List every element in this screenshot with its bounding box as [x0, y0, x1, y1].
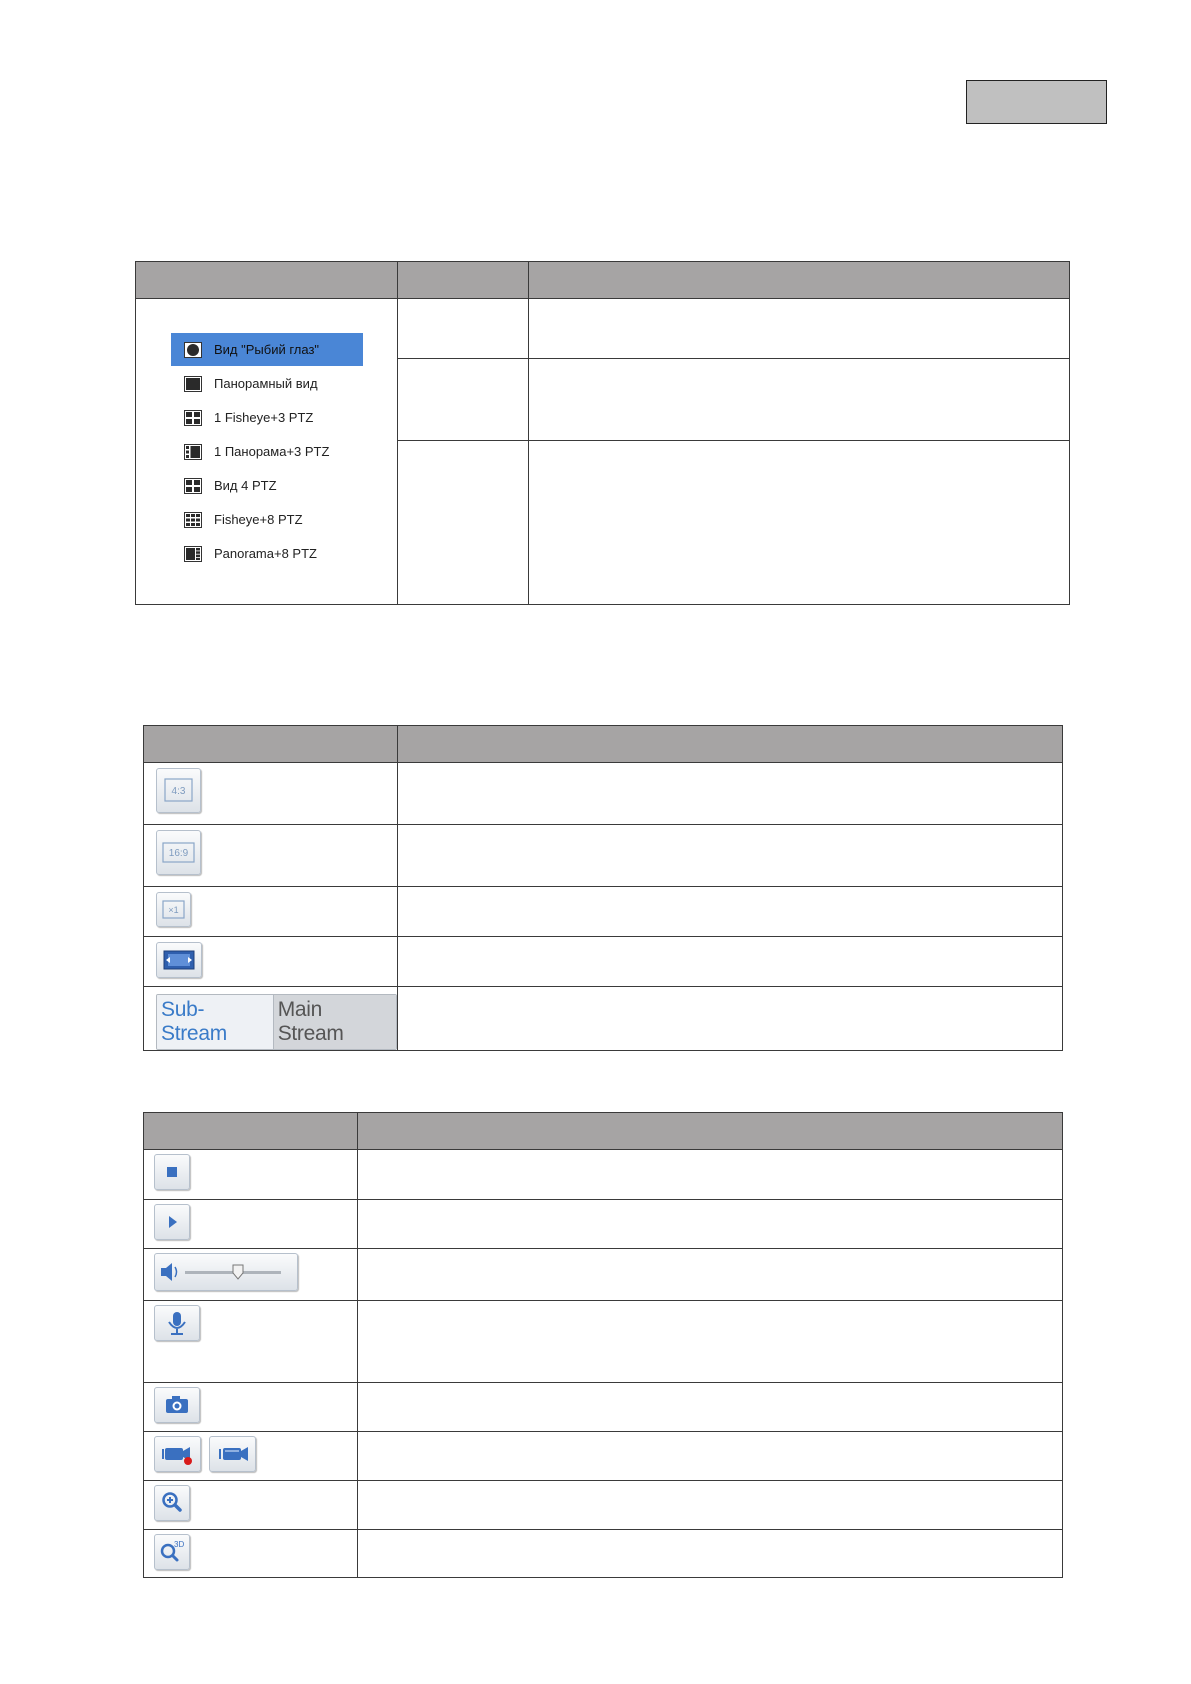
grid-1-3-icon [184, 410, 202, 426]
panorama-3-icon [184, 444, 202, 460]
microphone-button[interactable] [154, 1305, 200, 1341]
snapshot-button[interactable] [154, 1387, 200, 1423]
table-row [144, 1383, 1063, 1432]
controls-table [143, 1112, 1063, 1578]
table-cell [398, 763, 1063, 825]
table-cell [144, 1481, 358, 1530]
table-cell [358, 1200, 1063, 1249]
view-item-label: Панорамный вид [214, 376, 318, 391]
table-cell [144, 763, 398, 825]
table-cell [398, 441, 529, 605]
volume-control[interactable] [154, 1253, 298, 1291]
svg-text:3D: 3D [174, 1540, 185, 1549]
table-cell [529, 441, 1070, 605]
display-options-table [143, 725, 1063, 1051]
table-cell [144, 1200, 358, 1249]
view-menu [136, 299, 397, 570]
svg-text:4:3: 4:3 [171, 786, 186, 797]
microphone-icon [155, 1306, 199, 1340]
view-item-panorama-3ptz[interactable] [171, 435, 363, 468]
zoom-3d-icon [155, 1535, 189, 1569]
header-cell [529, 262, 1070, 299]
table-header-row [144, 726, 1063, 763]
table-header-row [144, 1113, 1063, 1150]
record-stop-button[interactable] [209, 1436, 256, 1472]
aspect-16-9-button[interactable] [156, 830, 201, 875]
svg-text:×1: ×1 [168, 905, 179, 915]
fisheye-view-icon [184, 342, 202, 358]
record-start-button[interactable] [154, 1436, 201, 1472]
stop-icon [155, 1155, 189, 1189]
table-cell [398, 887, 1063, 937]
table-row [144, 825, 1063, 887]
stop-button[interactable] [154, 1154, 190, 1190]
fullscreen-icon [157, 943, 201, 977]
view-menu-cell [136, 299, 398, 605]
main-stream-button[interactable]: Main Stream [274, 995, 396, 1049]
table-cell [144, 1530, 358, 1578]
table-cell [144, 1383, 358, 1432]
header-cell [358, 1113, 1063, 1150]
fullscreen-button[interactable] [156, 942, 202, 978]
aspect-16-9-icon [157, 831, 200, 874]
view-item-label: Fisheye+8 PTZ [214, 512, 303, 527]
table-cell [144, 1301, 358, 1383]
table-row [144, 1301, 1063, 1383]
header-cell [144, 726, 398, 763]
table-cell [358, 1150, 1063, 1200]
panorama-view-icon [184, 376, 202, 392]
table-row [144, 1530, 1063, 1578]
grid-9-icon [184, 512, 202, 528]
speaker-icon [161, 1263, 177, 1281]
table-cell [144, 1432, 358, 1481]
panorama-8-icon [184, 546, 202, 562]
aspect-4-3-icon [157, 769, 200, 812]
view-item-label: Вид 4 PTZ [214, 478, 277, 493]
table-cell [358, 1249, 1063, 1301]
table-cell [529, 359, 1070, 441]
view-item-fisheye[interactable] [171, 333, 363, 366]
table-row [144, 763, 1063, 825]
table-cell [398, 937, 1063, 987]
table-cell [398, 299, 529, 359]
volume-slider [155, 1254, 297, 1290]
table-cell [358, 1481, 1063, 1530]
view-item-panorama-8ptz[interactable] [171, 537, 363, 570]
table-row [144, 937, 1063, 987]
table-row [144, 1481, 1063, 1530]
view-item-label: Panorama+8 PTZ [214, 546, 317, 561]
header-cell [136, 262, 398, 299]
view-item-fisheye-3ptz[interactable] [171, 401, 363, 434]
video-record-icon [155, 1437, 200, 1471]
page-tab [966, 80, 1107, 124]
table-cell [358, 1301, 1063, 1383]
zoom-3d-button[interactable] [154, 1534, 190, 1570]
table-row [144, 1200, 1063, 1249]
header-cell [144, 1113, 358, 1150]
sub-stream-button[interactable]: Sub-Stream [157, 995, 274, 1049]
table-cell [144, 987, 398, 1051]
view-item-label: Вид "Рыбий глаз" [214, 342, 320, 357]
table-row [144, 887, 1063, 937]
table-cell [144, 937, 398, 987]
play-icon [155, 1205, 189, 1239]
table-row [144, 1150, 1063, 1200]
header-cell [398, 726, 1063, 763]
table-row [144, 1432, 1063, 1481]
view-item-fisheye-8ptz[interactable] [171, 503, 363, 536]
table-row [144, 1249, 1063, 1301]
volume-thumb[interactable] [233, 1265, 243, 1279]
digital-zoom-button[interactable] [154, 1485, 190, 1521]
grid-4-icon [184, 478, 202, 494]
table-cell [144, 887, 398, 937]
aspect-4-3-button[interactable] [156, 768, 201, 813]
table-cell [358, 1432, 1063, 1481]
original-size-icon [157, 893, 190, 926]
table-cell [358, 1530, 1063, 1578]
table-cell [398, 825, 1063, 887]
view-item-panorama[interactable] [171, 367, 363, 400]
view-item-label: 1 Fisheye+3 PTZ [214, 410, 314, 425]
table-header-row [136, 262, 1070, 299]
table-cell [398, 359, 529, 441]
table-row [144, 987, 1063, 1051]
table-cell [144, 1249, 358, 1301]
video-camera-icon [210, 1437, 255, 1471]
play-button[interactable] [154, 1204, 190, 1240]
table-cell [529, 299, 1070, 359]
camera-icon [155, 1388, 199, 1422]
view-mode-table [135, 261, 1070, 605]
table-cell [144, 1150, 358, 1200]
original-size-button[interactable] [156, 892, 191, 927]
table-cell [398, 987, 1063, 1051]
table-cell [358, 1383, 1063, 1432]
stream-toggle [156, 994, 397, 1050]
zoom-in-icon [155, 1486, 189, 1520]
header-cell [398, 262, 529, 299]
svg-text:16:9: 16:9 [168, 848, 189, 859]
view-item-4ptz[interactable] [171, 469, 363, 502]
table-cell [144, 825, 398, 887]
view-item-label: 1 Панорама+3 PTZ [214, 444, 330, 459]
